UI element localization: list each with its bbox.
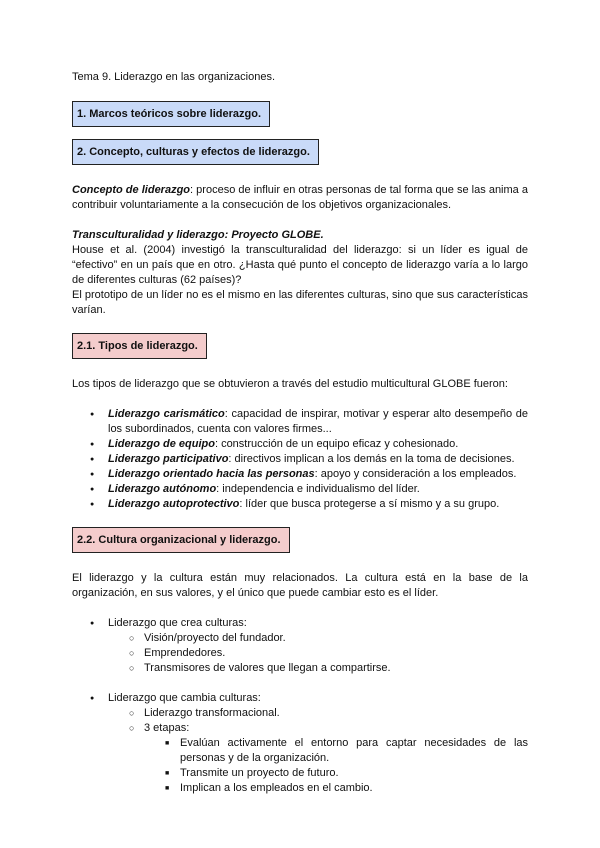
section-heading-2-2: 2.2. Cultura organizacional y liderazgo. bbox=[72, 527, 290, 553]
concepto-paragraph bbox=[72, 183, 528, 213]
globe-paragraph-2: El prototipo de un líder no es el mismo en las diferentes culturas, sino que sus características varían. bbox=[72, 289, 528, 316]
list-item: ■ Implican a los empleados en el cambio. bbox=[72, 781, 528, 796]
tipos-list bbox=[72, 407, 528, 512]
list-item: ■ Transmite un proyecto de futuro. bbox=[72, 766, 528, 781]
list-item bbox=[72, 407, 528, 437]
list-item bbox=[72, 467, 528, 482]
document-page bbox=[72, 70, 528, 796]
list-item: ○ 3 etapas: bbox=[72, 721, 528, 736]
list-item: ■ Evalúan activamente el entorno para captar necesidades de las personas y de la organización. bbox=[72, 736, 528, 766]
cambia-label: ● Liderazgo que cambia culturas: bbox=[72, 691, 528, 706]
list-item-term: Liderazgo orientado hacia las personas bbox=[108, 468, 315, 480]
list-item-term: Liderazgo carismático bbox=[108, 408, 225, 420]
document-title: Tema 9. Liderazgo en las organizaciones. bbox=[72, 71, 276, 83]
list-item-text: : capacidad de inspirar, motivar y esperar alto desempeño de los subordinados, cuenta con valores firmes... bbox=[108, 408, 529, 435]
list-item: ○ Emprendedores. bbox=[72, 646, 528, 661]
list-item bbox=[72, 437, 528, 452]
list-item-text: : directivos implican a los demás en la toma de decisiones. bbox=[228, 453, 515, 465]
list-item bbox=[72, 452, 528, 467]
list-item: ○ Visión/proyecto del fundador. bbox=[72, 631, 528, 646]
section-heading-1: 1. Marcos teóricos sobre liderazgo. bbox=[72, 101, 270, 127]
list-item-term: Liderazgo autónomo bbox=[108, 483, 217, 495]
concepto-text: : proceso de influir en otras personas de tal forma que se las anima a contribuir voluntariamente a la consecución de los objetivos organizacionales. bbox=[72, 184, 528, 211]
list-item: ○ Transmisores de valores que llegan a compartirse. bbox=[72, 661, 528, 676]
crea-label: ● Liderazgo que crea culturas: bbox=[72, 616, 528, 631]
list-item-term: Liderazgo autoprotectivo bbox=[108, 498, 240, 510]
list-item-term: Liderazgo participativo bbox=[108, 453, 229, 465]
tipos-intro: Los tipos de liderazgo que se obtuvieron a través del estudio multicultural GLOBE fueron: bbox=[72, 378, 508, 390]
globe-heading: Transculturalidad y liderazgo: Proyecto GLOBE. bbox=[72, 229, 324, 241]
list-item-text: : apoyo y consideración a los empleados. bbox=[314, 468, 517, 480]
globe-paragraph-1: House et al. (2004) investigó la transculturalidad del liderazgo: si un líder es igual de “efectivo” en un país que en otro. ¿Hasta qué punto el concepto de liderazgo varía a lo largo de diferentes culturas (62 países)? bbox=[72, 244, 528, 286]
list-item: ○ Liderazgo transformacional. bbox=[72, 706, 528, 721]
list-item-term: Liderazgo de equipo bbox=[108, 438, 215, 450]
section-heading-2: 2. Concepto, culturas y efectos de liderazgo. bbox=[72, 139, 319, 165]
list-item-text: : construcción de un equipo eficaz y cohesionado. bbox=[214, 438, 459, 450]
cambia-list bbox=[72, 691, 528, 796]
list-item bbox=[72, 497, 528, 512]
list-item bbox=[72, 482, 528, 497]
cultura-intro: El liderazgo y la cultura están muy relacionados. La cultura está en la base de la organización, en sus valores, y el único que puede cambiar esto es el líder. bbox=[72, 572, 528, 599]
section-heading-2-1: 2.1. Tipos de liderazgo. bbox=[72, 333, 207, 359]
list-item-text: : independencia e individualismo del líder. bbox=[216, 483, 420, 495]
list-item-text: : líder que busca protegerse a sí mismo y a su grupo. bbox=[239, 498, 500, 510]
concepto-term: Concepto de liderazgo bbox=[72, 184, 191, 196]
crea-list bbox=[72, 616, 528, 676]
